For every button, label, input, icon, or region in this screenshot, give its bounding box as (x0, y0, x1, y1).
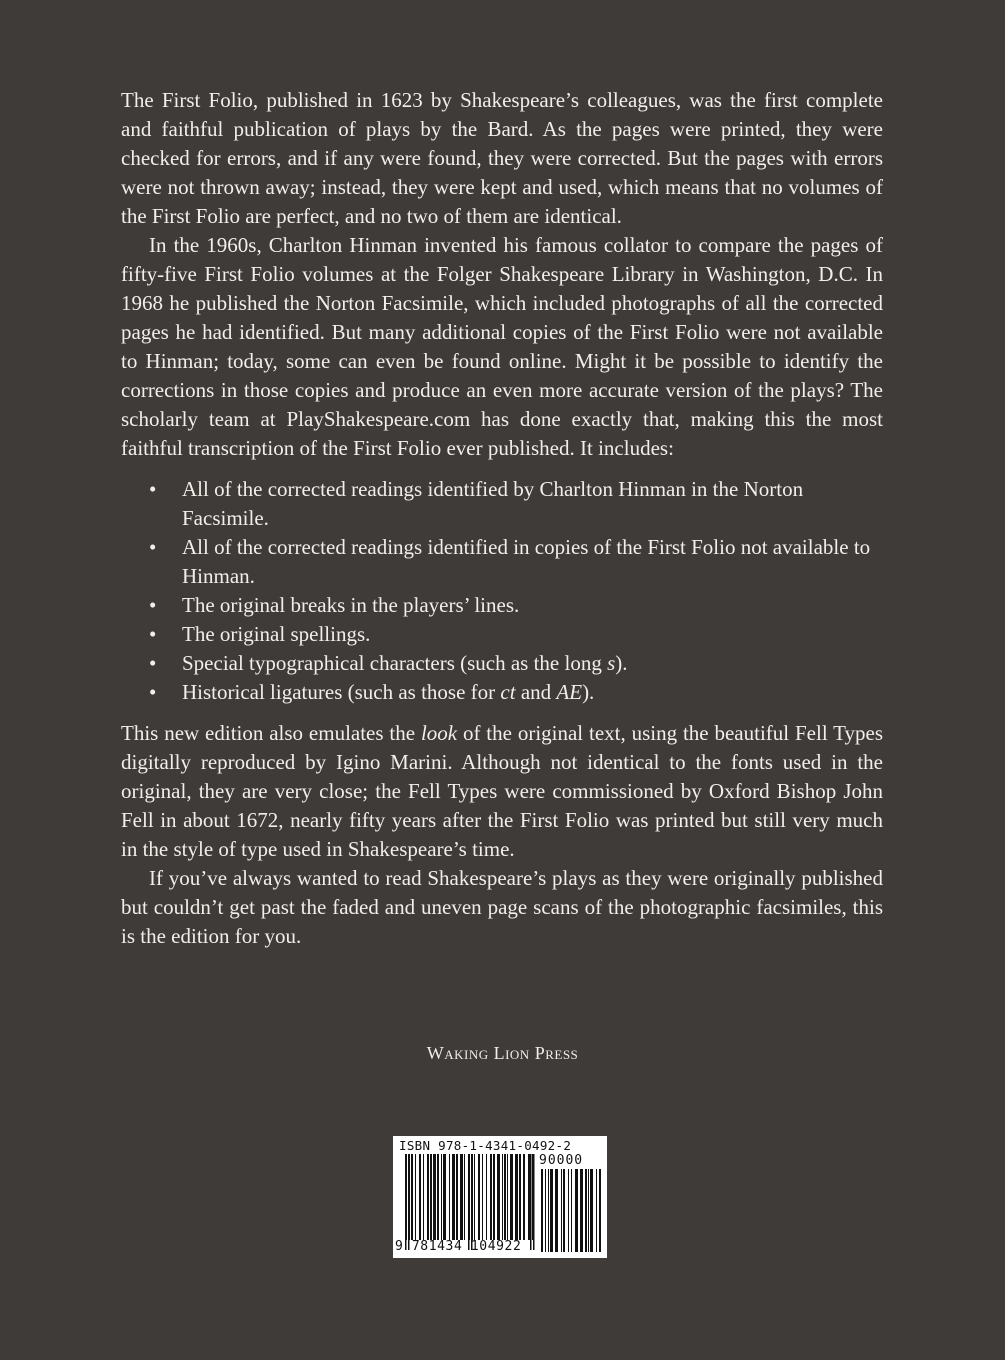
barcode-guard-bar (405, 1154, 407, 1250)
list-item-text: Historical ligatures (such as those for ct and AE). (182, 680, 595, 704)
barcode-bar (433, 1154, 436, 1240)
paragraph-hinman: In the 1960s, Charlton Hinman invented his famous collator to compare the pages of fifty-five First Folio volumes at the Folger Shakespeare Library in Washington, D.C. In 1968 he published the Norton Facsimile, which included photographs of all the corrected pages he had identified. But many additional copies of the First Folio were not available to Hinman; today, some can even be found online. Might it be possible to identify the corrections in those copies and produce an even more accurate version of the plays? The scholarly team at PlayShakespeare.com has done exactly that, making this the most faithful transcription of the First Folio ever published. It includes: (121, 233, 883, 460)
barcode-bar (561, 1169, 562, 1252)
list-item (121, 620, 883, 649)
barcode-bar (441, 1154, 442, 1240)
barcode-bar (507, 1154, 508, 1240)
bullet-icon: • (149, 593, 157, 617)
barcode-bar (590, 1169, 593, 1252)
barcode-bar (478, 1154, 480, 1240)
barcode-bar (430, 1154, 432, 1240)
barcode-bar (493, 1154, 495, 1240)
barcode-bar (541, 1169, 543, 1252)
ean-digits: 9 781434 104922 (395, 1239, 522, 1254)
list-item (121, 591, 883, 620)
barcode-bar (437, 1154, 439, 1240)
barcode-bar (427, 1154, 429, 1240)
barcode-guard-bar (408, 1154, 410, 1250)
bullet-icon: • (149, 680, 157, 704)
barcode-bar (585, 1169, 587, 1252)
back-cover-text (121, 86, 883, 951)
ligature-ae: AE (556, 680, 583, 704)
isbn-barcode (393, 1136, 607, 1258)
barcode-guard-bar (468, 1154, 470, 1250)
barcode-bar (411, 1154, 413, 1240)
list-item-text: All of the corrected readings identified by Charlton Hinman in the Norton Facsimile. (182, 477, 804, 530)
paragraph-fell-types: This new edition also emulates the look of the original text, using the beautiful Fell Types digitally reproduced by Igino Marini. Although not identical to the fonts used in the original, they are very close; the Fell Types were commissioned by Oxford Bishop John Fell in about 1672, nearly fifty years after the First Folio was printed but still very much in the style of type used in Shakespeare’s time. (121, 721, 883, 861)
barcode-bar (452, 1154, 455, 1240)
long-s-example: s (607, 651, 616, 675)
barcode-bar (599, 1169, 601, 1252)
barcode-guard-bar (533, 1154, 535, 1250)
price-code: 90000 (539, 1153, 584, 1168)
list-item (121, 475, 883, 533)
barcode-bar (456, 1154, 458, 1240)
barcode-bar (550, 1169, 553, 1252)
ligature-ct: ct (500, 680, 516, 704)
list-item-text: The original breaks in the players’ lines. (182, 593, 520, 617)
emphasis-look: look (420, 721, 458, 745)
barcode-bar (482, 1154, 483, 1240)
barcode-bar (510, 1154, 513, 1240)
barcode-bar (588, 1169, 589, 1252)
feature-list (121, 475, 883, 707)
bullet-icon: • (149, 622, 157, 646)
barcode-bar (532, 1154, 533, 1240)
barcode-bar (504, 1154, 506, 1240)
barcode-bar (528, 1154, 530, 1240)
barcode-guard-bar (471, 1154, 473, 1250)
barcode-bar (596, 1169, 597, 1252)
barcode-bar (486, 1154, 487, 1240)
bullet-icon: • (149, 535, 157, 559)
bullet-icon: • (149, 477, 157, 501)
barcode-bar (568, 1169, 569, 1252)
barcode-bar (419, 1154, 421, 1240)
list-item-text: The original spellings. (182, 622, 371, 646)
barcode-bar (464, 1154, 465, 1240)
barcode-bar (502, 1154, 503, 1240)
barcode-bar (515, 1154, 518, 1240)
barcode-bar (415, 1154, 416, 1240)
barcode-bar (460, 1154, 463, 1240)
list-item (121, 649, 883, 678)
list-item-text: Special typographical characters (such as the long s). (182, 651, 628, 675)
barcode-bar (443, 1154, 446, 1240)
list-item (121, 533, 883, 591)
barcode-bar (580, 1169, 583, 1252)
barcode-bar (548, 1169, 549, 1252)
barcode-bar (575, 1169, 578, 1252)
publisher-imprint: Waking Lion Press (426, 1043, 579, 1063)
list-item-text: All of the corrected readings identified in copies of the First Folio not available to Hinman. (182, 535, 871, 588)
barcode-guard-bar (530, 1154, 532, 1250)
barcode-bar (474, 1154, 475, 1240)
barcode-bar (490, 1154, 492, 1240)
barcode-bar (449, 1154, 450, 1240)
paragraph-history: The First Folio, published in 1623 by Shakespeare’s colleagues, was the first complete and faithful publication of plays by the Bard. As the pages were printed, they were checked for errors, and if any were found, they were corrected. But the pages with errors were not thrown away; instead, they were kept and used, which means that no volumes of the First Folio are perfect, and no two of them are identical. (121, 88, 883, 228)
barcode-bar (545, 1169, 546, 1252)
barcode-bar (519, 1154, 521, 1240)
isbn-label: ISBN 978-1-4341-0492-2 (399, 1138, 572, 1153)
barcode-bar (523, 1154, 525, 1240)
bullet-icon: • (149, 651, 157, 675)
barcode-bar (555, 1169, 558, 1252)
barcode-bar (571, 1169, 572, 1252)
barcode-bar (423, 1154, 424, 1240)
barcode-bar (497, 1154, 500, 1240)
list-item (121, 678, 883, 707)
paragraph-closing: If you’ve always wanted to read Shakespeare’s plays as they were originally published but couldn’t get past the faded and uneven page scans of the photographic facsimiles, this is the edition for you. (121, 866, 883, 948)
barcode-bar (563, 1169, 565, 1252)
